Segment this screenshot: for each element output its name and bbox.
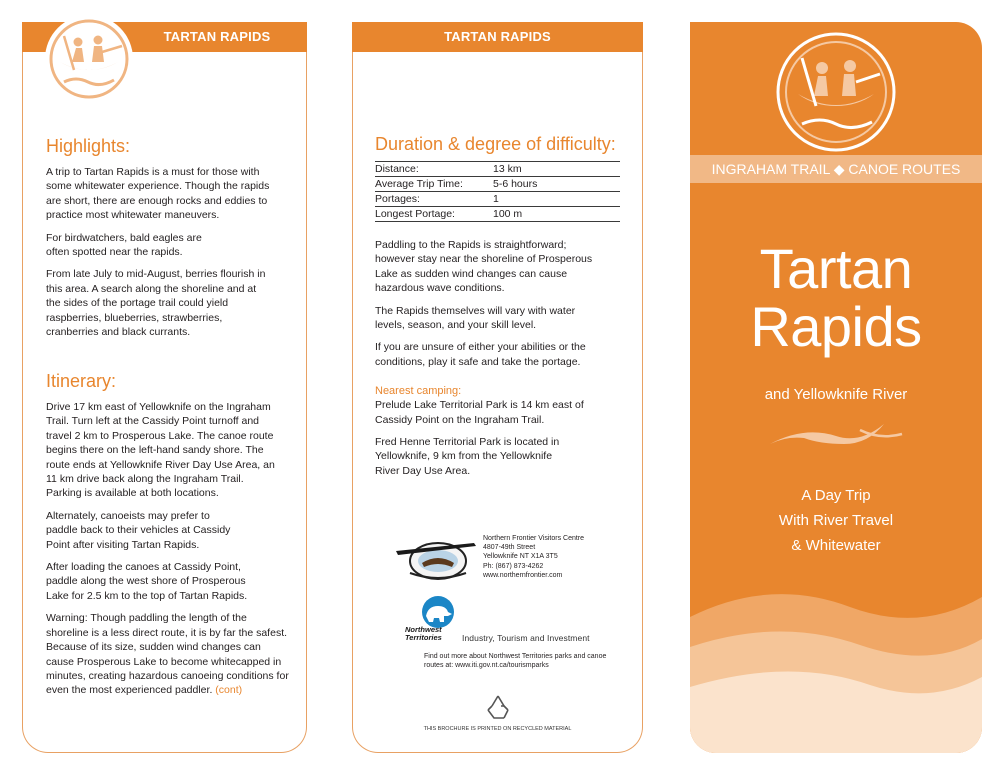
spec-label: Longest Portage: [375,207,493,222]
itinerary-section [46,371,296,706]
cover-title-line-1: Tartan [759,237,913,300]
continued-link[interactable]: (cont) [215,684,243,697]
spec-value: 100 m [493,207,620,222]
itinerary-title: Itinerary: [46,371,117,391]
nwt-line-2: Territories [405,633,442,642]
find-out-more: Find out more about Northwest Territories parks and canoe routes at: www.iti.gov.nt.ca/tourismparks [424,653,607,669]
cover-tagline-3: & Whitewater [791,537,881,554]
spec-label: Average Trip Time: [375,177,493,192]
cover-tagline-2: With River Travel [778,512,894,529]
spec-row [375,192,620,207]
panel-middle-banner: TARTAN RAPIDS [352,22,643,52]
panel-left-banner: TARTAN RAPIDS [22,22,307,52]
spec-value: 13 km [493,162,620,177]
route-strip: INGRAHAM TRAIL ◆ CANOE ROUTES [690,155,982,183]
itinerary-paragraph-1: Drive 17 km east of Yellowknife on the Ingraham Trail. Turn left at the Cassidy Point turnoff and travel 2 km to Prosperous Lake. The canoe route begins there on the left-hand sandy shore. The route ends at Yellowknife River Day Use Area, an 11 km drive back along the Ingraham Trail. Parking is available at both locations. [46,401,275,500]
cover-tagline-1: A Day Trip [801,487,871,504]
cover-title-line-2: Rapids [750,295,922,358]
cover-subtitle: and Yellowknife River [764,386,908,403]
northern-frontier-logo-icon [392,533,478,583]
nfvc-name: Northern Frontier Visitors Centre [483,535,585,542]
camping-title: Nearest camping: [375,385,462,398]
duration-title: Duration & degree of difficulty: [375,134,616,154]
canoe-logo-icon [42,12,136,106]
cover-waves-graphic [690,577,982,753]
duration-paragraph-2: The Rapids themselves will vary with water levels, season, and your skill level. [375,304,576,332]
highlights-paragraph-3: From late July to mid-August, berries flourish in this area. A search along the shoreline and at the sides of the portage trail could yield raspberries, blueberries, strawberries, cranberries and black currants. [46,268,266,339]
spec-table [375,161,620,222]
nfvc-contact [483,534,633,580]
spec-label: Portages: [375,192,493,207]
itinerary-paragraph-4 [46,611,291,697]
nfvc-street: 4807-49th Street [483,544,536,552]
nwt-line-1: Northwest [405,625,442,634]
iti-department: Industry, Tourism and Investment [462,633,590,643]
spec-row [375,207,620,222]
recycle-icon [484,694,512,720]
duration-section [375,134,625,486]
highlights-title: Highlights: [46,136,131,156]
spec-row [375,162,620,177]
nfvc-city: Yellowknife NT X1A 3T5 [483,553,558,561]
camping-paragraph-2: Fred Henne Territorial Park is located in Yellowknife, 9 km from the Yellowknife River Day Use Area. [375,436,560,477]
nfvc-phone: Ph: (867) 873-4262 [483,562,544,570]
itinerary-warning-text: Warning: Though paddling the length of the shoreline is a less direct route, it is by far the safest. Because of its size, sudden wind changes can cause Prosperous Lake to become whitecapped in minutes, creating hazardous canoeing conditions for even the most experienced paddler. [46,612,289,697]
recycled-notice: THIS BROCHURE IS PRINTED ON RECYCLED MATERIAL [423,726,572,732]
itinerary-paragraph-2: Alternately, canoeists may prefer to paddle back to their vehicles at Cassidy Point after visiting Tartan Rapids. [46,509,231,551]
highlights-paragraph-1: A trip to Tartan Rapids is a must for those with some whitewater experience. Though the rapids are short, there are enough rocks and eddies to practice most whitewater maneuvers. [46,166,270,222]
spec-value: 5-6 hours [493,177,620,192]
cover-tagline [690,483,982,558]
spec-row [375,177,620,192]
camping-paragraph-1: Prelude Lake Territorial Park is 14 km east of Cassidy Point on the Ingraham Trail. [375,399,584,426]
spec-value: 1 [493,192,620,207]
duration-paragraph-3: If you are unsure of either your abilities or the conditions, play it safe and take the portage. [375,341,586,368]
cover-panel [690,22,982,753]
cover-title [690,237,982,358]
canoe-emblem-icon [772,30,900,155]
duration-paragraph-1: Paddling to the Rapids is straightforward; however stay near the shoreline of Prosperous Lake as sudden wind changes can cause hazardous wave conditions. [375,239,593,295]
nfvc-web[interactable]: www.northernfrontier.com [483,571,563,579]
itinerary-paragraph-3: After loading the canoes at Cassidy Point, paddle along the west shore of Prosperous Lake for 2.5 km to the top of Tartan Rapids. [46,561,248,602]
wave-swoosh-icon [764,414,908,454]
spec-label: Distance: [375,162,493,177]
nwt-wordmark [405,626,442,642]
highlights-section [46,136,296,347]
highlights-paragraph-2: For birdwatchers, bald eagles are often spotted near the rapids. [46,231,202,259]
